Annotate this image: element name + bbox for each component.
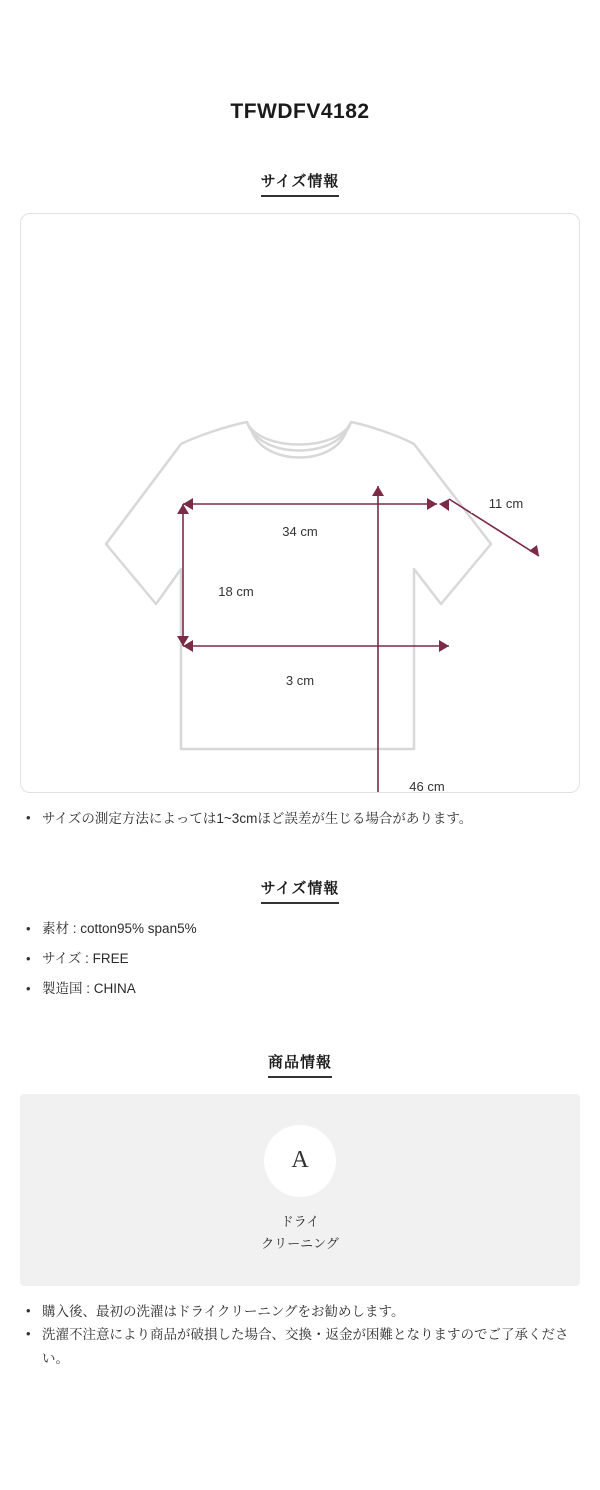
measurement-lines [183,486,539,792]
list-item: • 洗濯不注意により商品が破損した場合、交換・返金が困難となりますのでご了承ください。 [20,1323,580,1370]
page-title: TFWDFV4182 [230,100,370,123]
care-label [261,1211,339,1255]
measurement-label-sleeve: 11 cm [488,496,524,511]
size-info-heading-label: サイズ情報 [261,173,340,197]
dry-clean-icon-letter: A [291,1147,309,1174]
product-detail-page [0,100,600,1371]
size-note-list [20,807,580,831]
list-item: • 製造国 : CHINA [20,974,580,1004]
measurement-label-length: 46 cm [409,779,445,792]
product-info-heading-label: 商品情報 [268,1054,332,1078]
dry-clean-icon [264,1125,336,1197]
measurement-label-armhole: 18 cm [218,584,254,599]
material-info-heading [20,877,580,898]
measurement-labels [199,491,543,792]
list-item: • サイズの測定方法によっては1~3cmほど誤差が生じる場合があります。 [20,807,580,831]
care-label-line1: ドライ [280,1213,320,1229]
material-info-heading-label: サイズ情報 [261,880,340,904]
list-item: • 素材 : cotton95% span5% [20,914,580,944]
size-diagram [20,213,580,793]
measurement-label-shoulder: 34 cm [282,524,318,539]
measurement-label-chest: 3 cm [285,673,315,688]
list-item: • サイズ : FREE [20,944,580,974]
tshirt-outline [106,422,491,749]
material-info-list [20,914,580,1005]
care-instruction-box [20,1094,580,1286]
care-note-list [20,1300,580,1371]
list-item: • 購入後、最初の洗濯はドライクリーニングをお勧めします。 [20,1300,580,1324]
product-info-heading [20,1051,580,1072]
care-label-line2: クリーニング [261,1235,339,1251]
size-info-heading [20,170,580,191]
tshirt-diagram-svg [21,214,579,792]
